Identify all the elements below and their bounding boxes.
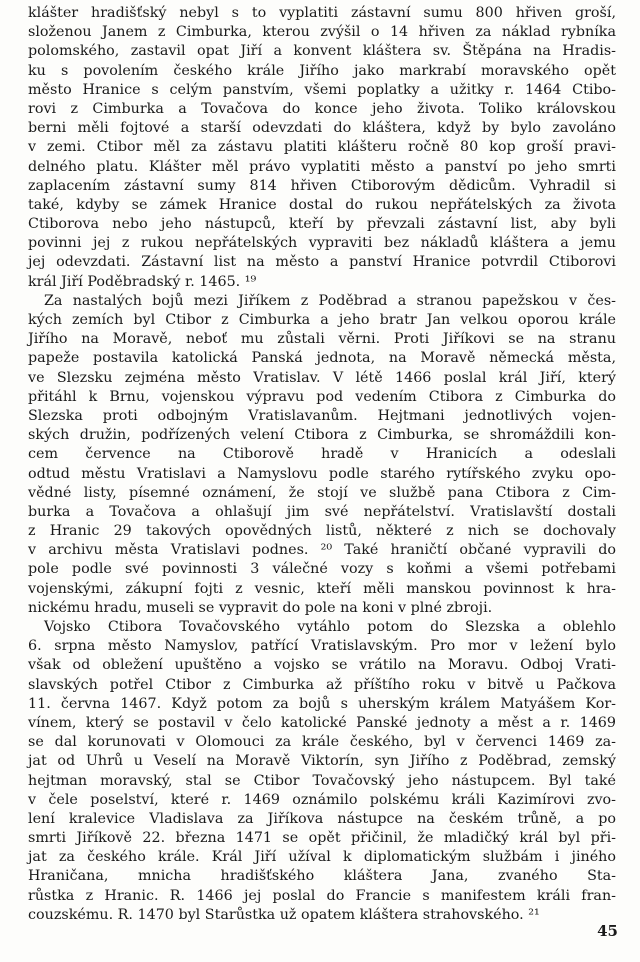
text-line: 11. června 1467. Když potom za bojů s uherským králem Matyášem Kor- <box>28 695 616 712</box>
text-line: slavských potřel Ctibor z Cimburka až příštího roku v bitvě u Pačkova <box>28 676 616 693</box>
paragraph-end-line: nickému hradu, museli se vypravit do pole na koni v plné zbroji. <box>28 599 493 616</box>
text-line: v čele poselství, které r. 1469 oznámilo polskému králi Kazimírovi zvo- <box>28 791 616 808</box>
text-line: klášter hradišťský nebyl s to vyplatiti zástavní sumu 800 hřiven groší, <box>28 5 616 21</box>
text-line: vědné listy, písemné oznámení, že stojí ve službě pana Ctibora z Cim- <box>28 484 616 501</box>
text-line: ve Slezsku zejména město Vratislav. V létě 1466 poslal král Jiří, který <box>28 369 616 386</box>
text-line: delného platu. Klášter měl právo vyplatiti město a panství po jeho smrti <box>28 158 616 175</box>
text-line: ku s povolením českého krále Jiřího jako markrabí moravského opět <box>28 62 616 79</box>
body-text <box>28 4 616 925</box>
text-line: berni měli fojtové a starší odevzdati do kláštera, když by bylo zavoláno <box>28 120 616 137</box>
text-line: polomského, zastavil opat Jiří a konvent kláštera sv. Štěpána na Hradis- <box>28 43 616 60</box>
text-line: rovi z Cimburka a Tovačova do konce jeho života. Toliko královskou <box>28 100 616 117</box>
text-line: kých zemích byl Ctibor z Cimburka a jeho bratr Jan velkou oporou krále <box>28 312 616 328</box>
text-line: v zemi. Ctibor měl za zástavu platiti klášteru ročně 80 kop groší pravi- <box>28 139 616 156</box>
text-line: Ctiborova nebo jeho nástupců, kteří by převzali zástavní list, aby byli <box>28 216 616 233</box>
text-line: pole podle své povinnosti 3 válečné vozy s koňmi a všemi potřebami <box>28 561 616 578</box>
page-number: 45 <box>597 922 618 940</box>
text-line: povinni jej z rukou nepřátelských vypraviti bez nákladů kláštera a jemu <box>28 235 616 252</box>
text-line: jat za českého krále. Král Jiří užíval k diplomatickým službám i jiného <box>28 849 616 866</box>
text-line: v archivu města Vratislavi podnes. ²⁰ Také hraničtí občané vypravili do <box>28 542 616 559</box>
text-line: 6. srpna město Namyslov, patřící Vratislavským. Pro mor v ležení bylo <box>28 638 616 655</box>
text-line: jat od Uhrů u Veselí na Moravě Viktorín, syn Jiřího z Poděbrad, zemský <box>28 753 616 770</box>
text-line: cem července na Ctiborově hradě v Hranicích a odeslali <box>28 446 616 463</box>
text-line: Hraničana, mnicha hradišťského kláštera Jana, zvaného Sta- <box>28 868 616 885</box>
paragraph-end-line: král Jiří Poděbradský r. 1465. ¹⁹ <box>28 273 257 290</box>
text-line: Slezska proti odbojným Vratislavanům. Hejtmani jednotlivých vojen- <box>28 407 616 424</box>
text-line: město Hranice s celým panstvím, všemi poplatky a užitky r. 1464 Ctibo- <box>28 81 616 98</box>
text-line: růstka z Hranic. R. 1466 jej poslal do Francie s manifestem králi fran- <box>28 887 616 904</box>
paragraph-start-line: Vojsko Ctibora Tovačovského vytáhlo potom do Slezska a oblehlo <box>44 619 616 635</box>
paragraph-end-line: couzskému. R. 1470 byl Starůstka už opatem kláštera strahovského. ²¹ <box>28 906 540 923</box>
text-line: vojenskými, zákupní fojti z vesnic, kteří měli manskou povinnost k hra- <box>28 580 616 597</box>
text-line: se dal korunovati v Olomouci za krále českého, byl v červenci 1469 za- <box>28 734 616 751</box>
paragraph-start-line: Za nastalých bojů mezi Jiříkem z Poděbrad a stranou papežskou v čes- <box>44 292 616 309</box>
text-line: zaplacením zástavní sumy 814 hřiven Ctiborovým dědicům. Vyhradil si <box>28 177 616 194</box>
text-line: také, kdyby se zámek Hranice dostal do rukou nepřátelských za života <box>28 196 616 213</box>
text-line: vínem, který se postavil v čelo katolické Panské jednoty a měst a r. 1469 <box>28 714 616 731</box>
text-line: lení kralevice Vladislava za Jiříkova nástupce na českém trůně, a po <box>28 810 616 827</box>
text-line: papeže postavila katolická Panská jednota, na Moravě německá města, <box>28 350 616 367</box>
text-line: Jiřího na Moravě, neboť mu zůstali věrni. Proti Jiříkovi se na stranu <box>28 331 616 348</box>
text-line: z Hranic 29 takových opovědných listů, některé z nich se dochovaly <box>28 523 616 540</box>
text-line: ských družin, podřízených velení Ctibora z Cimburka, se shromáždili kon- <box>28 427 616 444</box>
text-line: hejtman moravský, stal se Ctibor Tovačovský jeho nástupcem. Byl také <box>28 772 616 789</box>
text-line: smrti Jiříkově 22. března 1471 se opět přičinil, že mladičký král byl při- <box>28 830 616 847</box>
text-line: burka a Tovačova a ohlašují jim své nepřátelství. Vratislavští dostali <box>28 503 616 520</box>
text-line: jej odevzdati. Zástavní list na město a panství Hranice potvrdil Ctiborovi <box>28 254 616 271</box>
text-line: však od obležení upuštěno a vojsko se vrátilo na Moravu. Odboj Vrati- <box>28 657 616 674</box>
text-line: složenou Janem z Cimburka, kterou zvýšil o 14 hřiven za náklad rybníka <box>28 24 616 41</box>
text-line: odtud městu Vratislavi a Namyslovu podle starého rytířského zvyku opo- <box>28 465 616 482</box>
text-line: přitáhl k Brnu, vojenskou výpravu pod vedením Ctibora z Cimburka do <box>28 388 616 405</box>
